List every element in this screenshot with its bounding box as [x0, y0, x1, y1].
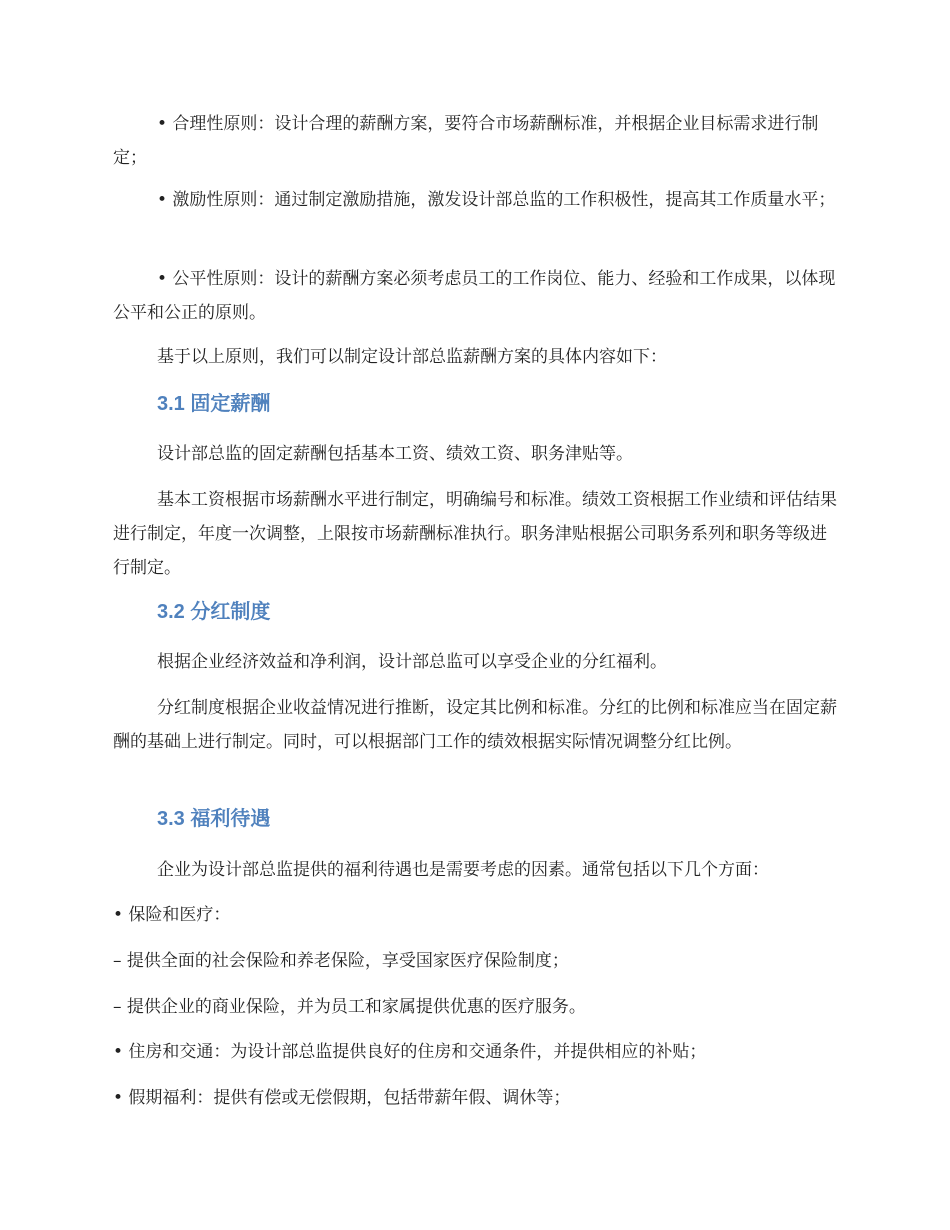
paragraph-fixed-salary-summary: 设计部总监的固定薪酬包括基本工资、绩效工资、职务津贴等。 — [157, 444, 633, 464]
paragraph-rationality-principle: • 合理性原则：设计合理的薪酬方案，要符合市场薪酬标准，并根据企业目标需求进行制定； — [113, 114, 819, 168]
list-item-vacation: • 假期福利：提供有偿或无偿假期，包括带薪年假、调休等； — [113, 1088, 571, 1108]
paragraph-bonus-detail: 分红制度根据企业收益情况进行推断，设定其比例和标准。分红的比例和标准应当在固定薪酬的基础上进行制定。同时，可以根据部门工作的绩效根据实际情况调整分红比例。 — [113, 698, 837, 752]
list-item-insurance-medical: • 保险和医疗： — [113, 905, 231, 925]
heading-bonus-system: 3.2 分红制度 — [157, 601, 271, 623]
paragraph-intro: 基于以上原则，我们可以制定设计部总监薪酬方案的具体内容如下： — [157, 347, 667, 367]
list-item-housing-transport: • 住房和交通：为设计部总监提供良好的住房和交通条件，并提供相应的补贴； — [113, 1042, 707, 1062]
paragraph-fairness-principle: • 公平性原则：设计的薪酬方案必须考虑员工的工作岗位、能力、经验和工作成果，以体现公平和公正的原则。 — [113, 269, 836, 323]
paragraph-benefits-intro: 企业为设计部总监提供的福利待遇也是需要考虑的因素。通常包括以下几个方面： — [157, 860, 769, 880]
paragraph-incentive-principle: • 激励性原则：通过制定激励措施，激发设计部总监的工作积极性，提高其工作质量水平； — [157, 190, 836, 210]
paragraph-fixed-salary-detail: 基本工资根据市场薪酬水平进行制定，明确编号和标准。绩效工资根据工作业绩和评估结果进行制定，年度一次调整，上限按市场薪酬标准执行。职务津贴根据公司职务系列和职务等级进行制定。 — [113, 490, 837, 578]
sub-item-social-insurance: – 提供全面的社会保险和养老保险，享受国家医疗保险制度； — [113, 951, 569, 971]
heading-fixed-salary: 3.1 固定薪酬 — [157, 393, 271, 415]
heading-benefits: 3.3 福利待遇 — [157, 808, 271, 830]
sub-item-commercial-insurance: – 提供企业的商业保险，并为员工和家属提供优惠的医疗服务。 — [113, 997, 586, 1017]
paragraph-bonus-summary: 根据企业经济效益和净利润，设计部总监可以享受企业的分红福利。 — [157, 652, 667, 672]
